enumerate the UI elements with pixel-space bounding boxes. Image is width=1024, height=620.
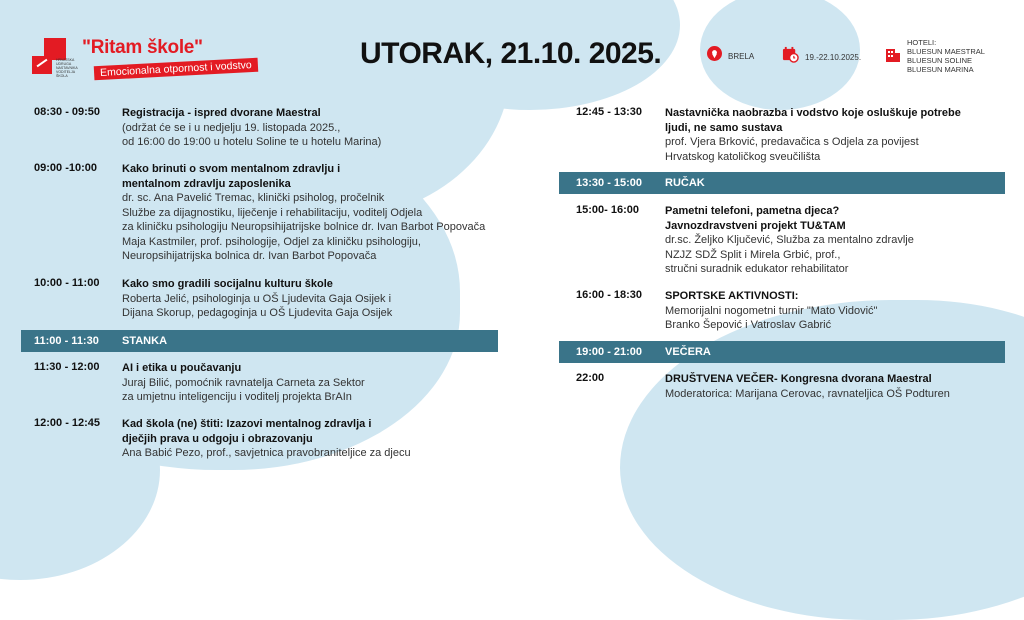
session-time: 19:00 - 21:00 [576,346,643,358]
lunch-band [559,172,1005,194]
session-title: VEČERA [665,345,711,358]
session-title: Kako smo gradili socijalnu kulturu škole [122,278,333,290]
dinner-band [559,341,1005,363]
page-title: UTORAK, 21.10. 2025. [360,37,662,70]
brand-subtitle: Emocionalna otpornost i vodstvo [94,58,258,81]
location-text: BRELA [728,51,755,61]
session-detail: dr.sc. Željko Ključević, Služba za mentalno zdravlje [665,234,914,246]
session-title: DRUŠTVENA VEČER- Kongresna dvorana Maestral [665,373,932,385]
session-detail: Neuropsihijatrijska bolnica dr. Ivan Barbot Popovača [122,250,377,262]
session-detail: od 16:00 do 19:00 u hotelu Soline te u hotelu Marina) [122,136,382,148]
session-title: Kako brinuti o svom mentalnom zdravlju i mentalnom zdravlju zaposlenika [122,163,341,190]
session-time: 12:00 - 12:45 [34,417,101,429]
session-title: SPORTSKE AKTIVNOSTI: [665,290,799,302]
session-detail: Hrvatskog katoličkog sveučilišta [665,150,821,163]
session-time: 15:00- 16:00 [576,204,639,216]
dates-text: 19.-22.10.2025. [805,52,862,62]
session-title: Registracija - ispred dvorane Maestral [122,107,321,119]
hotel-name: BLUESUN SOLINE [907,56,973,65]
session-title: STANKA [122,334,168,347]
hotels-label: HOTELI: [907,38,937,47]
session-time: 10:00 - 11:00 [34,277,100,289]
session-detail: Roberta Jelić, psihologinja u OŠ Ljudevita Gaja Osijek i [122,292,392,305]
session-time: 08:30 - 09:50 [34,106,101,118]
session-detail: Juraj Bilić, pomoćnik ravnatelja Carneta za Sektor [122,376,365,389]
session-title: AI i etika u poučavanju [122,362,242,374]
session-title: RUČAK [665,176,705,189]
session-detail: Maja Kastmiler, prof. psihologije, Odjel za kliničku psihologiju, [122,235,421,248]
break-band [21,330,498,352]
session-detail: prof. Vjera Brković, predavačica s Odjela za povijest [665,136,919,148]
session-detail: (održat će se i u nedjelju 19. listopada 2025., [122,121,341,134]
session-time: 09:00 -10:00 [34,162,97,174]
session-detail: Ana Babić Pezo, prof., savjetnica pravobraniteljice za djecu [122,447,411,459]
session-detail: stručni suradnik edukator rehabilitator [665,263,849,275]
session-detail: za umjetnu inteligenciju i voditelj projekta BrAIn [122,391,352,403]
session-title: Nastavnička naobrazba i vodstvo koje osluškuje potrebe ljudi, ne samo sustava [665,107,961,134]
session-time: 11:30 - 12:00 [34,361,100,373]
session-detail: Moderatorica: Marijana Cerovac, ravnateljica OŠ Podturen [665,387,950,400]
schedule-right-column [540,0,1024,536]
session-time: 22:00 [576,372,605,384]
hotel-name: BLUESUN MARINA [907,65,974,74]
session-detail: dr. sc. Ana Pavelić Tremac, klinički psiholog, pročelnik [122,192,385,204]
session-detail: NZJZ SDŽ Split i Mirela Grbić, prof., [665,248,841,261]
session-title: Pametni telefoni, pametna djeca? Javnozdravstveni projekt TU&TAM [665,205,846,232]
logo-text: HRVATSKA UDRUGA NASTAVNIKA VODITELJA ŠKOLA [56,58,78,78]
session-time: 12:45 - 13:30 [576,106,643,118]
session-detail: Službe za dijagnostiku, liječenje i rehabilitaciju, voditelj Odjela [122,206,423,219]
session-title: Kad škola (ne) štiti: Izazovi mentalnog zdravlja i dječjih prava u odgoju i obrazovanju [122,418,372,445]
brand-title: "Ritam škole" [82,37,203,58]
schedule-left-column [0,0,520,536]
session-detail: Branko Šepović i Vatroslav Gabrić [665,319,832,331]
session-detail: za kliničku psihologiju Neuropsihijatrijske bolnice dr. Ivan Barbot Popovača [122,221,486,233]
hotel-name: BLUESUN MAESTRAL [907,47,985,56]
session-time: 16:00 - 18:30 [576,289,643,301]
session-detail: Dijana Skorup, pedagoginja u OŠ Ljudevita Gaja Osijek [122,307,393,319]
session-time: 13:30 - 15:00 [576,177,643,189]
session-time: 11:00 - 11:30 [34,335,99,347]
session-detail: Memorijalni nogometni turnir "Mato Vidović" [665,304,878,317]
